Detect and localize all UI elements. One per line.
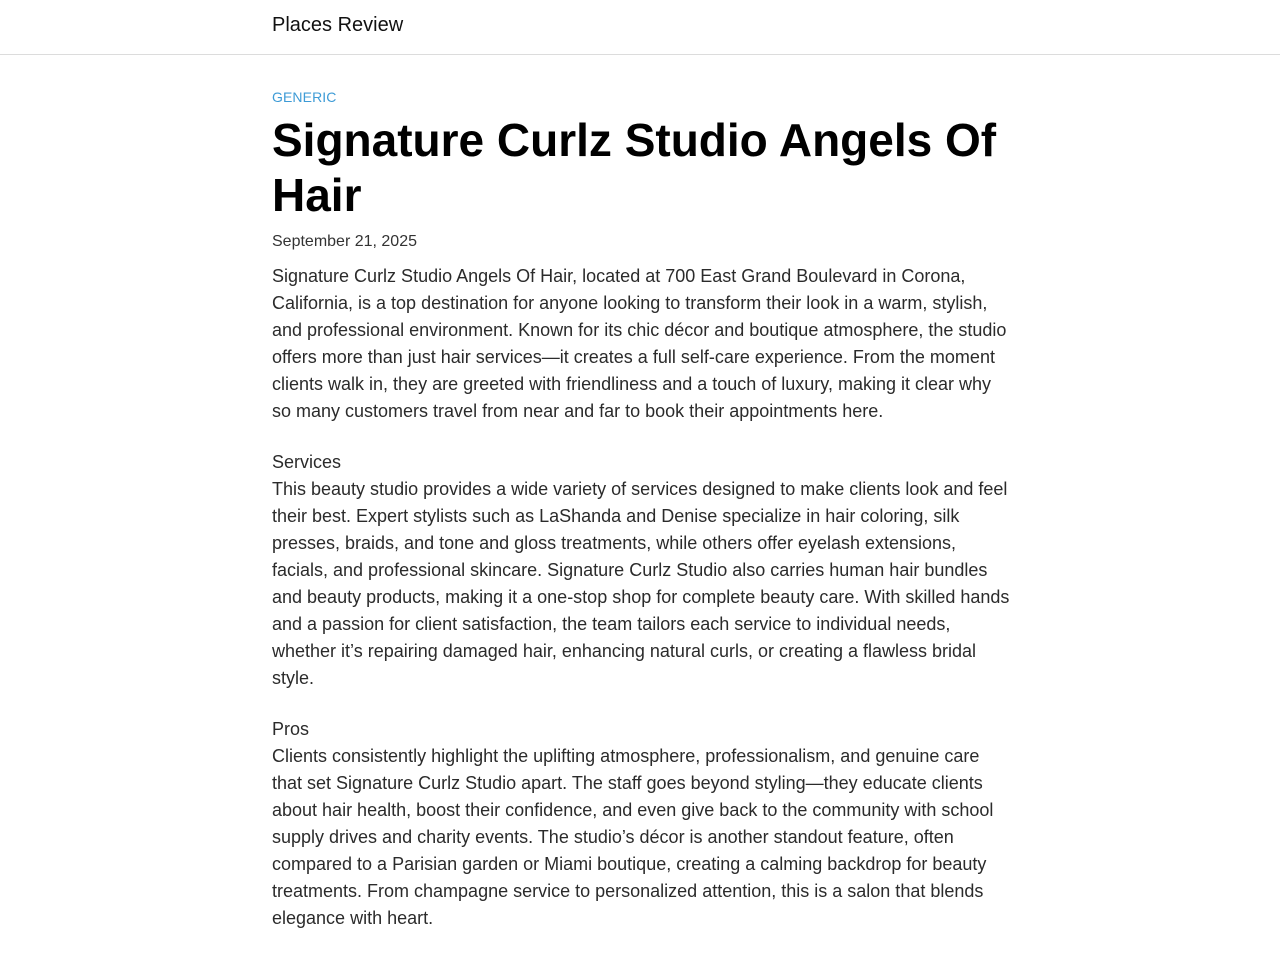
site-brand-link[interactable]: Places Review [272,14,404,36]
section-heading-pros: Pros [272,719,310,739]
page-title: Signature Curlz Studio Angels Of Hair [272,114,997,221]
category-link[interactable]: GENERIC [272,89,337,105]
site-header [0,0,1280,55]
article [272,56,1012,932]
publish-date: September 21, 2025 [272,233,417,250]
section-body-services: This beauty studio provides a wide variety of services designed to make clients look and feel their best. Expert stylists such as LaShanda and Denise specialize in hair coloring, silk presses, braids, and tone and gloss treatments, while others offer eyelash extensions, facials, and professional skincare. Signature Curlz Studio also carries human hair bundles and beauty products, making it a one-stop shop for complete beauty care. With skilled hands and a passion for client satisfaction, the team tailors each service to individual needs, whether it’s repairing damaged hair, enhancing natural curls, or creating a flawless bridal style. [272,479,1010,688]
section-body-pros: Clients consistently highlight the uplifting atmosphere, professionalism, and genuine care that set Signature Curlz Studio apart. The staff goes beyond styling—they educate clients about hair health, boost their confidence, and even give back to the community with school supply drives and charity events. The studio’s décor is another standout feature, often compared to a Parisian garden or Miami boutique, creating a calming backdrop for beauty treatments. From champagne service to personalized attention, this is a salon that blends elegance with heart. [272,746,994,928]
section-heading-services: Services [272,452,342,472]
intro-paragraph: Signature Curlz Studio Angels Of Hair, located at 700 East Grand Boulevard in Corona, California, is a top destination for anyone looking to transform their look in a warm, stylish, and professional environment. Known for its chic décor and boutique atmosphere, the studio offers more than just hair services—it creates a full self-care experience. From the moment clients walk in, they are greeted with friendliness and a touch of luxury, making it clear why so many customers travel from near and far to book their appointments here. [272,266,1007,421]
